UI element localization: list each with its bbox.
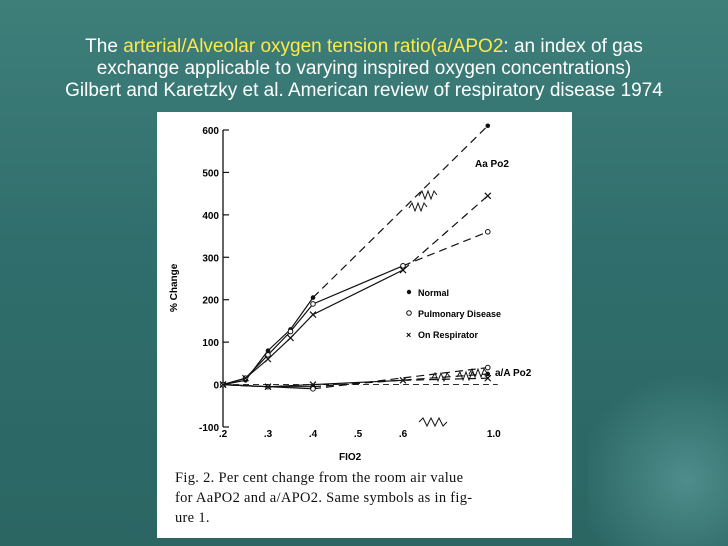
point-circle xyxy=(288,329,293,334)
point-cross xyxy=(485,193,491,199)
x-tick-label: .5 xyxy=(353,429,363,440)
legend-item-on-respirator xyxy=(406,330,479,340)
series-dashed-1 xyxy=(403,232,488,266)
slide-title xyxy=(0,36,728,102)
annotation-aa-po2: Aa Po2 xyxy=(475,159,509,170)
series-dashed-2 xyxy=(403,196,488,270)
legend-label-pulmonary-disease: Pulmonary Disease xyxy=(418,309,502,319)
x-axis-label: FIO2 xyxy=(339,452,362,462)
chart-svg xyxy=(157,112,572,462)
legend-item-pulmonary-disease xyxy=(407,309,501,319)
annotation-a-a-po2: a/A Po2 xyxy=(495,368,532,379)
point-cross xyxy=(288,335,294,341)
legend-label-on-respirator: On Respirator xyxy=(418,330,479,340)
y-tick-label: 500 xyxy=(202,168,219,180)
series-group xyxy=(220,123,491,391)
point-dot xyxy=(486,123,491,128)
title-line-1 xyxy=(0,36,728,58)
y-tick-label: 600 xyxy=(202,126,219,137)
y-tick-label: 400 xyxy=(202,210,219,222)
title-highlight: arterial/Alveolar oxygen tension ratio(a/APO2 xyxy=(123,36,504,57)
figure-caption xyxy=(175,468,565,528)
point-dot xyxy=(311,295,316,300)
x-tick-label: 1.0 xyxy=(486,429,501,440)
title-line-2: exchange applicable to varying inspired oxygen concentrations) xyxy=(96,58,632,79)
series-line-0 xyxy=(223,298,313,385)
line-break-squiggle xyxy=(409,203,427,211)
series-line-2 xyxy=(223,270,403,385)
point-circle xyxy=(486,365,491,370)
y-tick-label: -100 xyxy=(198,423,219,434)
caption-line-3: ure 1. xyxy=(175,510,210,526)
y-axis-label: % Change xyxy=(169,263,180,312)
point-circle xyxy=(401,263,406,268)
y-tick-label: 100 xyxy=(202,338,219,350)
y-tick-label: 0 xyxy=(213,380,219,392)
x-tick-label: .4 xyxy=(308,429,318,440)
figure-panel xyxy=(157,112,572,538)
point-circle xyxy=(311,302,316,307)
caption-line-2: for AaPO2 and a/APO2. Same symbols as in fig- xyxy=(175,490,473,506)
caption-line-1: Fig. 2. Per cent change from the room air value xyxy=(175,470,464,486)
point-circle xyxy=(266,353,271,358)
legend-item-normal xyxy=(407,288,449,298)
x-tick-label: .3 xyxy=(263,429,273,440)
title-prefix: The xyxy=(85,36,124,57)
point-circle xyxy=(486,230,491,235)
y-tick-label: 200 xyxy=(202,295,219,307)
point-cross xyxy=(310,312,316,318)
y-tick-label: 300 xyxy=(202,253,219,265)
x-tick-label: .6 xyxy=(398,429,408,440)
legend xyxy=(406,288,501,340)
axes-group xyxy=(199,126,501,440)
x-tick-label: .2 xyxy=(218,429,228,440)
axis-break-squiggle xyxy=(419,418,447,426)
point-circle xyxy=(311,387,316,392)
line-break-squiggle xyxy=(419,191,437,199)
legend-marker-normal xyxy=(407,290,411,294)
legend-marker-on-respirator: × xyxy=(406,330,412,340)
legend-label-normal: Normal xyxy=(418,288,450,298)
legend-marker-pulmonary-disease xyxy=(407,311,412,316)
background-texture xyxy=(588,330,728,546)
title-line-3: Gilbert and Karetzky et al. American review of respiratory disease 1974 xyxy=(65,80,663,101)
title-suffix: : an index of gas xyxy=(503,36,643,57)
